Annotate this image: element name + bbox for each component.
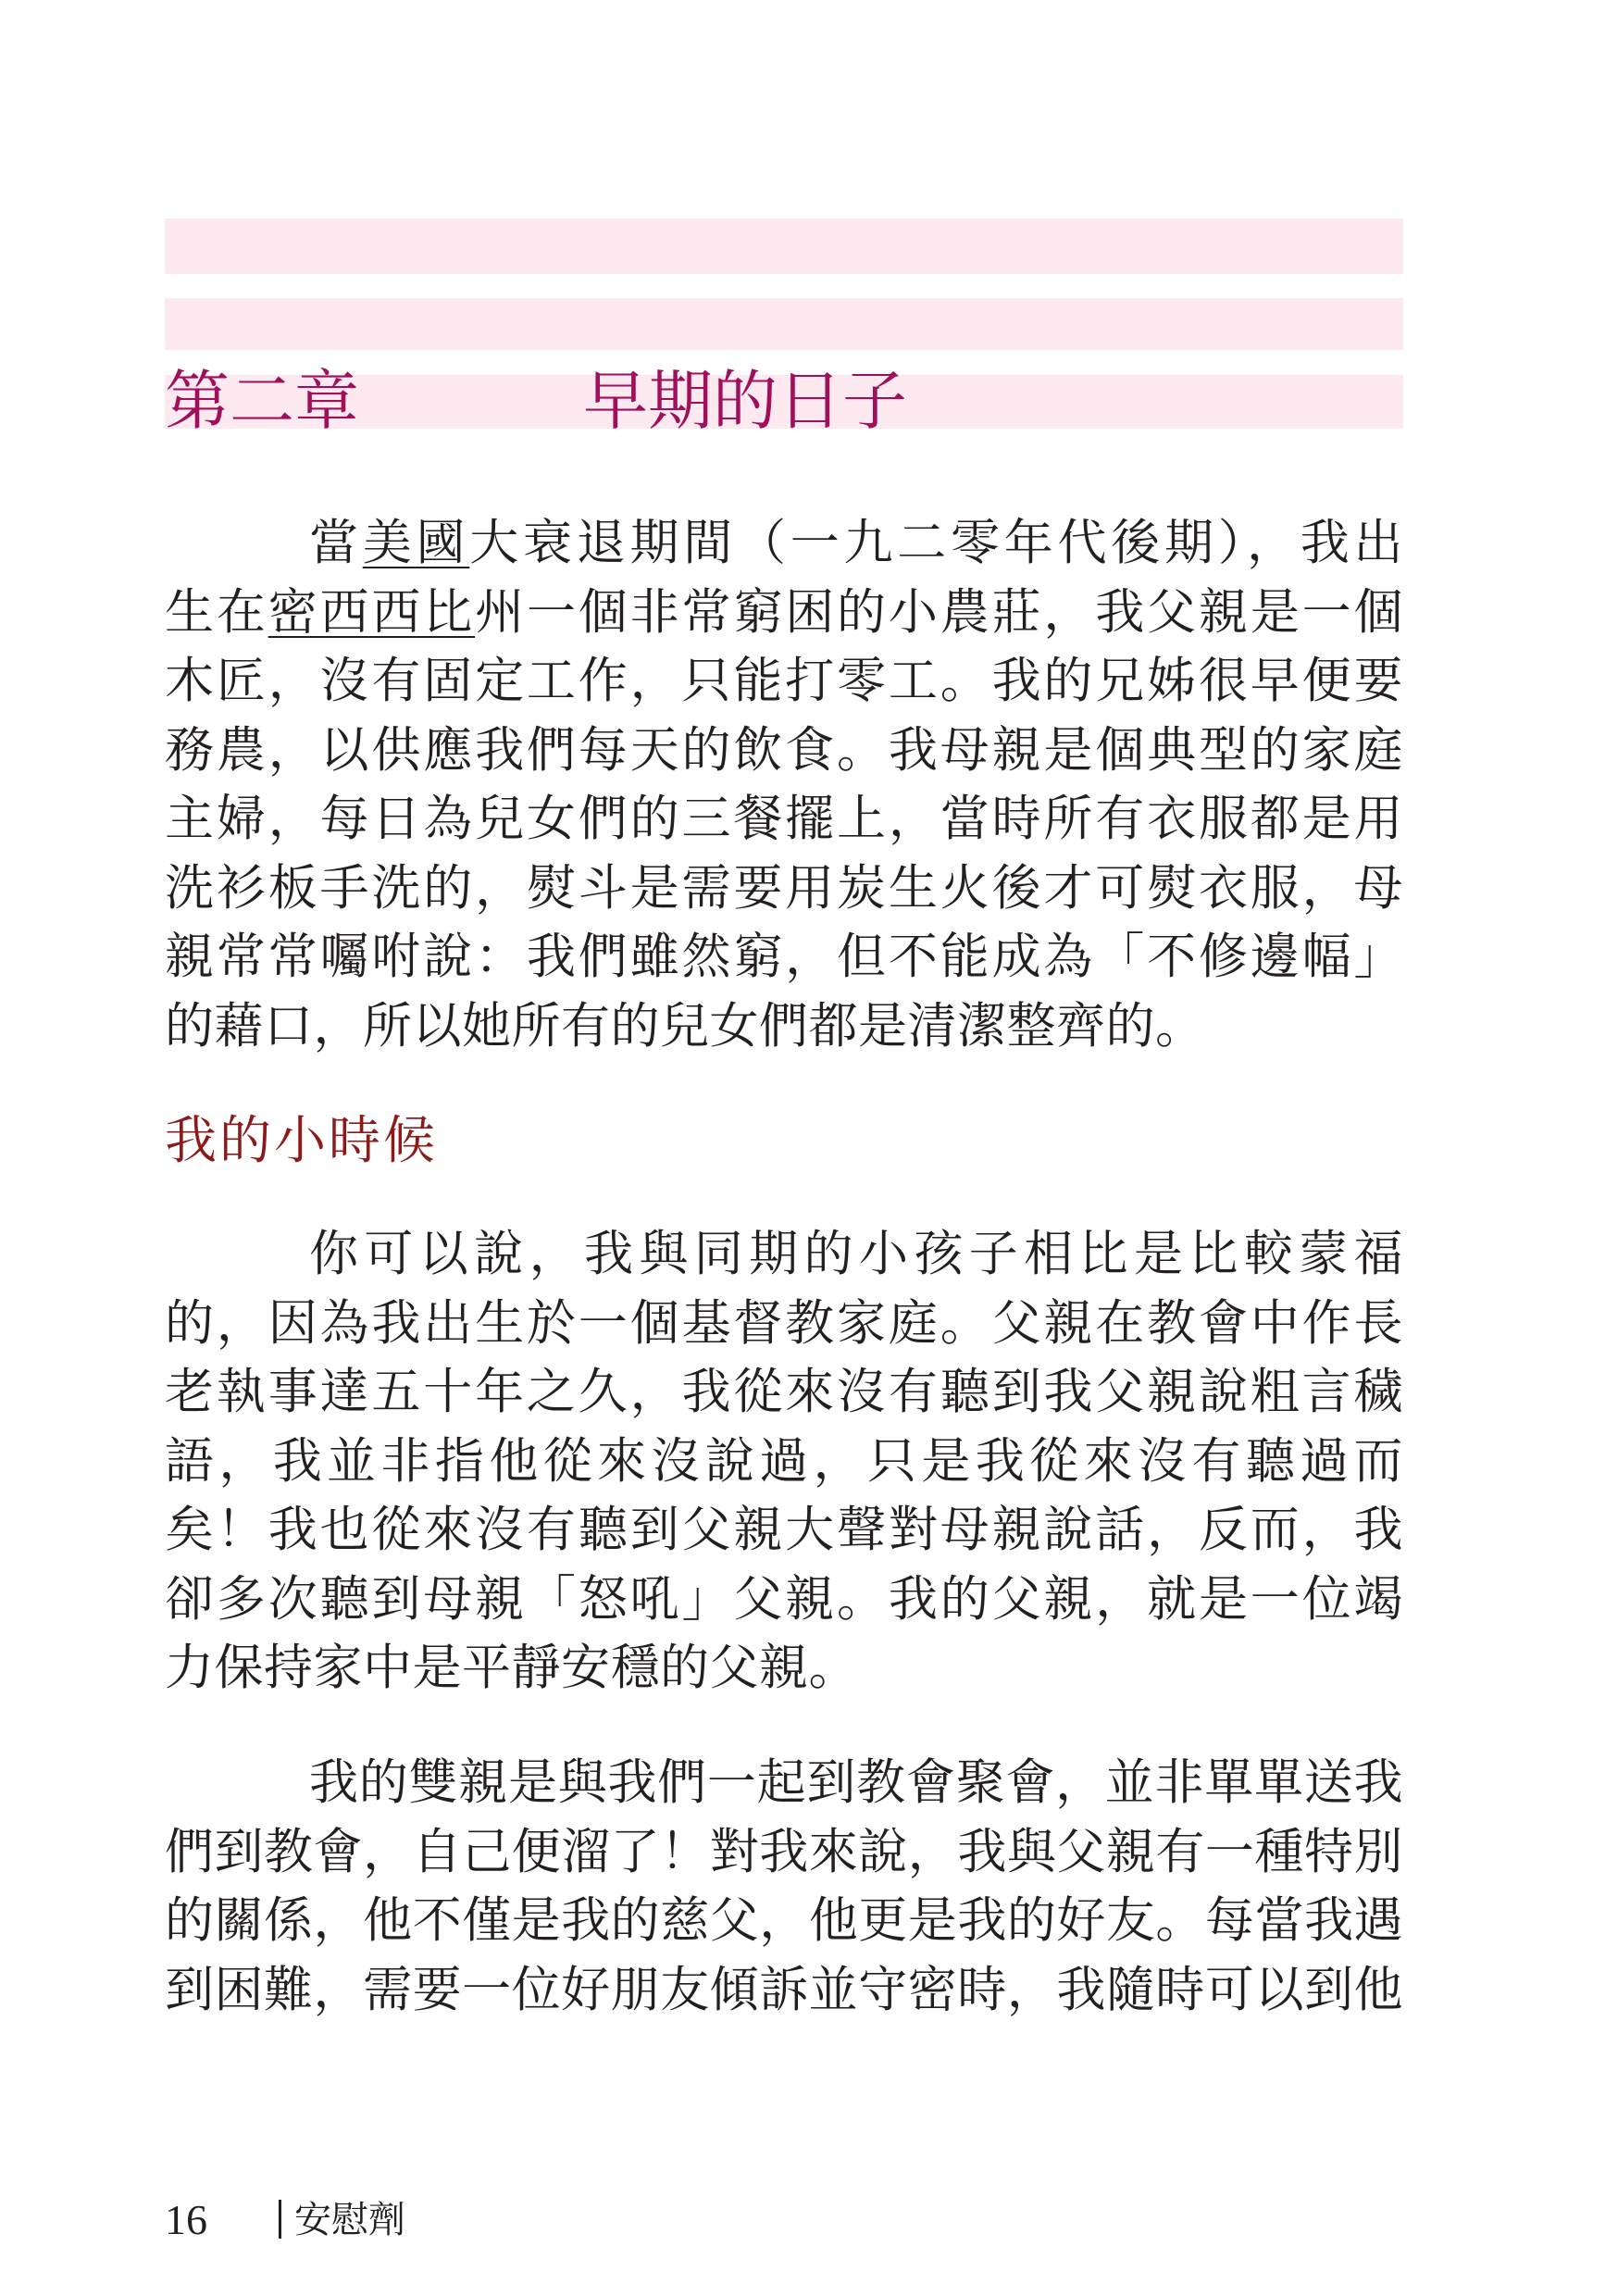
chapter-title: 早期的日子	[583, 363, 907, 439]
paragraph-line: 們到教會，自己便溜了！對我來說，我與父親有一種特別	[165, 1823, 1403, 1880]
section-subheading: 我的小時候	[165, 1111, 438, 1171]
paragraph-line: 親常常囑咐說：我們雖然窮，但不能成為「不修邊幅」	[165, 929, 1403, 985]
text-fragment: 州一個非常窮困的小農莊，我父親是一個	[475, 583, 1404, 641]
text-fragment: 當	[309, 515, 363, 571]
place-name-america: 美國	[362, 515, 470, 571]
paragraph-line: 你可以說，我與同期的小孩子相比是比較蒙福	[309, 1226, 1403, 1282]
place-name-mississippi: 密西西比	[268, 583, 476, 641]
paragraph-line	[165, 579, 1403, 648]
paragraph-line: 的藉口，所以她所有的兒女們都是清潔整齊的。	[165, 997, 1205, 1054]
page-number: 16	[165, 2196, 207, 2243]
paragraph-1	[165, 509, 1403, 1061]
paragraph-3	[165, 1749, 1403, 2025]
text-fragment: 大衰退期間（一九二零年代後期），我出	[469, 515, 1403, 571]
paragraph-line: 力保持家中是平靜安穩的父親。	[165, 1640, 858, 1696]
paragraph-line: 主婦，每日為兒女們的三餐擺上，當時所有衣服都是用	[165, 791, 1403, 847]
paragraph-line: 老執事達五十年之久，我從來沒有聽到我父親說粗言穢	[165, 1364, 1403, 1420]
paragraph-line: 矣！我也從來沒有聽到父親大聲對母親說話，反而，我	[165, 1502, 1403, 1558]
chapter-number: 第二章	[165, 363, 359, 439]
footer-divider	[279, 2200, 281, 2239]
text-fragment: 生在	[165, 583, 268, 641]
paragraph-line: 的關係，他不僅是我的慈父，他更是我的好友。每當我遇	[165, 1892, 1403, 1949]
paragraph-2	[165, 1220, 1403, 1703]
paragraph-line: 語，我並非指他從來沒說過，只是我從來沒有聽過而	[165, 1432, 1403, 1490]
header-band-top	[165, 218, 1403, 274]
paragraph-line: 木匠，沒有固定工作，只能打零工。我的兄姊很早便要	[165, 653, 1403, 709]
paragraph-line: 洗衫板手洗的，熨斗是需要用炭生火後才可熨衣服，母	[165, 859, 1403, 917]
paragraph-line: 我的雙親是與我們一起到教會聚會，並非單單送我	[309, 1754, 1403, 1811]
running-title: 安慰劑	[294, 2199, 405, 2241]
paragraph-line: 卻多次聽到母親「怒吼」父親。我的父親，就是一位竭	[165, 1570, 1403, 1628]
paragraph-line	[165, 509, 1403, 579]
paragraph-line: 務農，以供應我們每天的飲食。我母親是個典型的家庭	[165, 721, 1403, 779]
paragraph-line: 的，因為我出生於一個基督教家庭。父親在教會中作長	[165, 1294, 1403, 1352]
header-band-middle	[165, 298, 1403, 350]
paragraph-line: 到困難，需要一位好朋友傾訴並守密時，我隨時可以到他	[165, 1961, 1403, 2018]
